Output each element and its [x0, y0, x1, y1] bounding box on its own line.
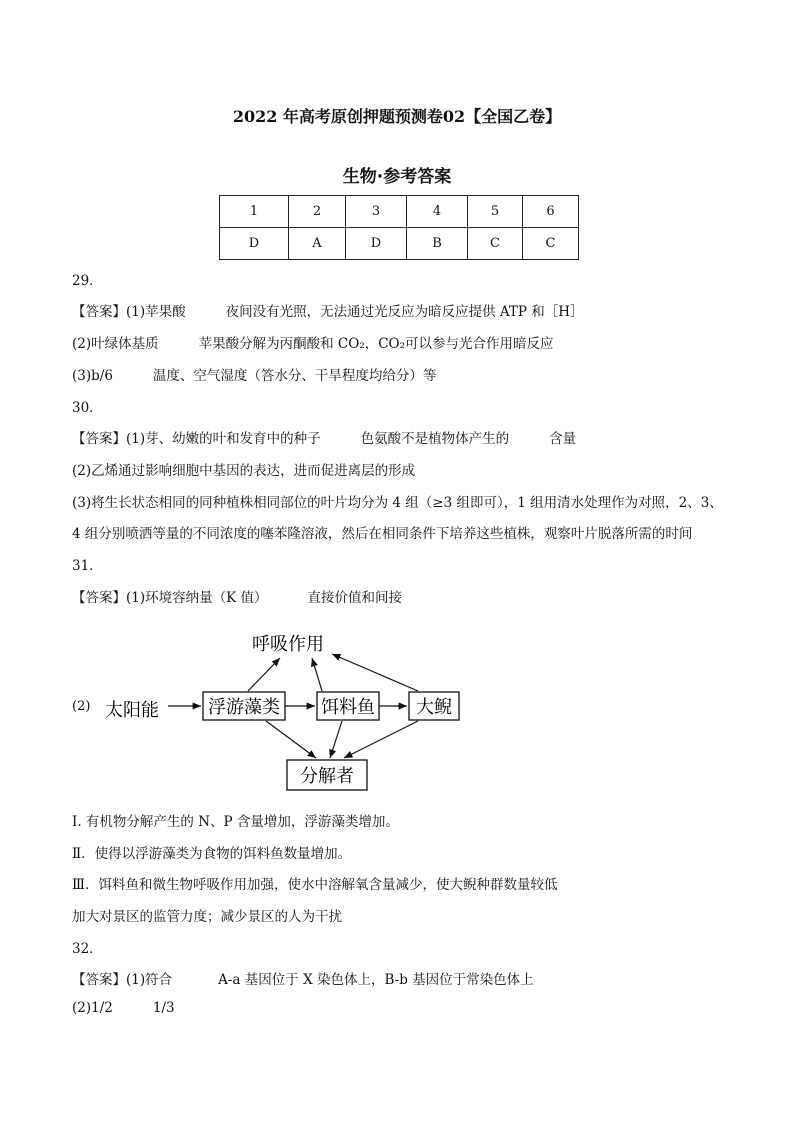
table-cell: A [289, 228, 346, 260]
table-row-numbers [220, 196, 579, 228]
q32-part1: 【答案】(1)符合 [72, 972, 173, 988]
q31-analysis-2: Ⅱ．使得以浮游藻类为食物的饵料鱼数量增加。 [72, 846, 352, 862]
q30-part1-c: 含量 [549, 431, 577, 447]
question-number-32: 32． [72, 941, 103, 957]
q29-part3: (3)b/6 [72, 368, 113, 384]
q31-analysis-1: Ⅰ. 有机物分解产生的 N、P 含量增加，浮游藻类增加。 [72, 814, 399, 830]
q29-part2: (2)叶绿体基质 [72, 336, 159, 352]
q31-analysis-4: 加大对景区的监管力度；减少景区的人为干扰 [72, 909, 342, 925]
q29-answer-line-1 [72, 300, 584, 320]
decomposer-node: 分解者 [300, 766, 354, 787]
respiration-node: 呼吸作用 [252, 634, 324, 655]
table-cell: 6 [523, 196, 579, 228]
table-cell: 1 [220, 196, 289, 228]
q32-answer-line-1 [72, 968, 534, 988]
table-cell: 2 [289, 196, 346, 228]
question-number-31: 31． [72, 558, 103, 574]
q29-part1-reason: 夜间没有光照，无法通过光反应为暗反应提供 ATP 和［H］ [225, 304, 584, 320]
diagram-label: (2) [72, 699, 91, 714]
document-subtitle: 生物·参考答案 [342, 167, 452, 187]
q32-part1-reason: A-a 基因位于 X 染色体上，B-b 基因位于常染色体上 [218, 972, 534, 988]
fish-node: 饵料鱼 [321, 697, 375, 718]
table-cell: C [468, 228, 523, 260]
document-title: 2022 年高考原创押题预测卷02【全国乙卷】 [232, 107, 562, 126]
q32-part2: (2)1/2 [72, 1000, 113, 1016]
table-cell: 5 [468, 196, 523, 228]
sun-node: 太阳能 [105, 700, 159, 721]
q31-answer-line-1 [72, 586, 402, 606]
q29-answer-line-2 [72, 332, 554, 352]
table-cell: 3 [346, 196, 407, 228]
table-cell: D [220, 228, 289, 260]
q30-part1: 【答案】(1)芽、幼嫩的叶和发育中的种子 [72, 431, 321, 447]
q31-analysis-3: Ⅲ．饵料鱼和微生物呼吸作用加强，使水中溶解氧含量减少，使大鲵种群数量较低 [72, 877, 558, 893]
q29-part1: 【答案】(1)苹果酸 [72, 304, 186, 320]
q30-answer-line-3: (3)将生长状态相同的同种植株相同部位的叶片均分为 4 组（≥3 组即可），1 组用清水处理作为对照，2、3、 [72, 495, 723, 511]
q31-part1-b: 直接价值和间接 [307, 590, 402, 606]
q29-answer-line-3 [72, 364, 436, 384]
question-number-30: 30． [72, 400, 103, 416]
table-cell: C [523, 228, 579, 260]
q32-answer-line-2 [72, 1000, 175, 1016]
q30-part1-b: 色氨酸不是植物体产生的 [360, 431, 510, 447]
answer-table [219, 195, 579, 260]
q30-answer-line-1 [72, 427, 576, 447]
table-cell: B [407, 228, 468, 260]
question-number-29: 29． [72, 273, 103, 289]
q30-answer-line-2: (2)乙烯通过影响细胞中基因的表达，进而促进离层的形成 [72, 463, 416, 479]
q29-part3-reason: 温度、空气湿度（答水分、干旱程度均给分）等 [152, 368, 437, 384]
q32-part2-b: 1/3 [152, 1000, 175, 1016]
predator-node: 大鲵 [416, 697, 452, 718]
q29-part2-reason: 苹果酸分解为丙酮酸和 CO₂，CO₂可以参与光合作用暗反应 [198, 336, 554, 352]
q30-answer-line-4: 4 组分别喷洒等量的不同浓度的噻苯隆溶液，然后在相同条件下培养这些植株，观察叶片脱落所需的时间 [72, 526, 693, 542]
energy-flow-diagram [100, 628, 480, 796]
table-cell: 4 [407, 196, 468, 228]
table-row-answers [220, 228, 579, 260]
q31-part1: 【答案】(1)环境容纳量（K 值） [72, 590, 268, 606]
table-cell: D [346, 228, 407, 260]
plankton-node: 浮游藻类 [208, 697, 280, 718]
